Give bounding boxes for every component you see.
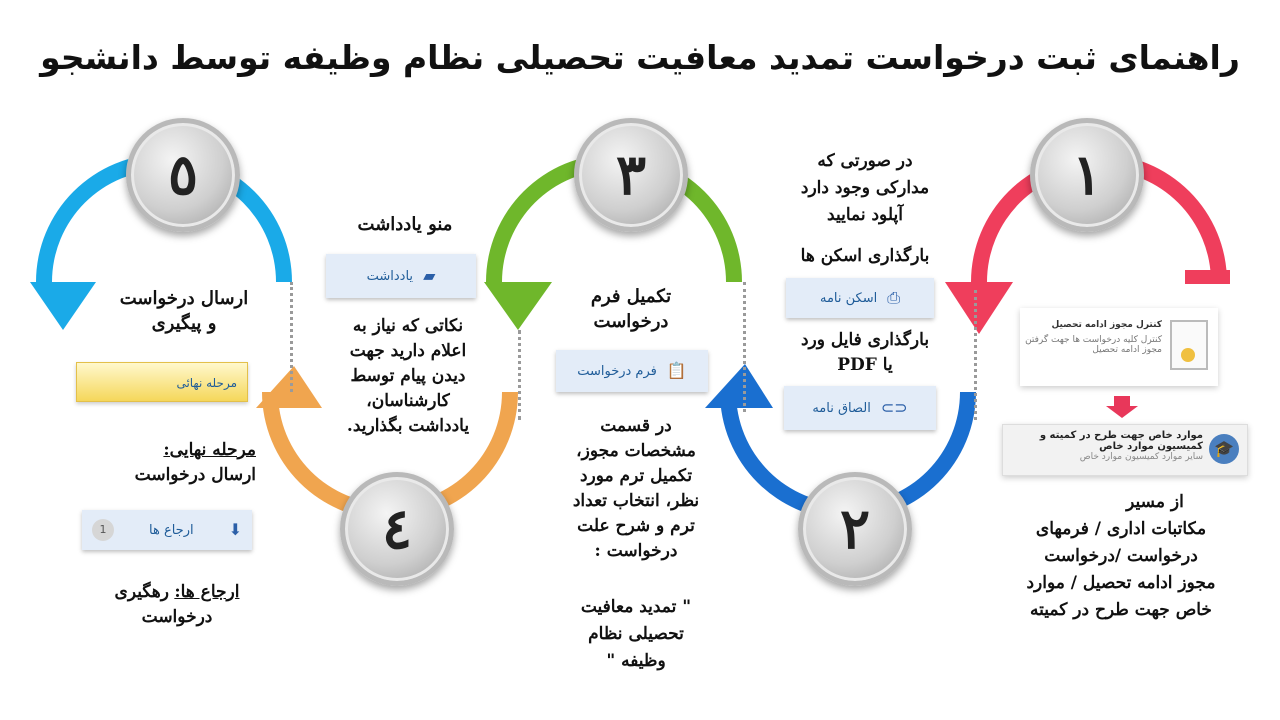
clipboard-icon: 📋 xyxy=(666,361,687,380)
certificate-icon xyxy=(1170,320,1208,370)
step-badge-2: ٢ xyxy=(798,472,912,586)
step2-intro: در صورتی که مدارکی وجود دارد آپلود نمایید xyxy=(800,151,930,225)
step2-scan-label: بارگذاری اسکن ها xyxy=(800,246,930,266)
step-badge-3: ٣ xyxy=(574,118,688,232)
arrow-step-1 xyxy=(945,282,1013,334)
divider-4 xyxy=(290,282,293,392)
returns-count-badge: 1 xyxy=(92,519,114,541)
final-stage-tag: مرحله نهائی xyxy=(76,362,248,402)
step3-quote: " تمدید معافیت تحصیلی نظام وظیفه " xyxy=(580,597,692,671)
step1-path-heading: از مسیر xyxy=(1126,492,1184,512)
note-button[interactable]: ▰ یادداشت xyxy=(326,254,476,298)
step-badge-1: ١ xyxy=(1030,118,1144,232)
step3-heading: تکمیل فرم درخواست xyxy=(590,286,672,332)
card-special-cases[interactable]: 🎓 موارد خاص جهت طرح در کمیته و کمیسیون موارد خاص سایر موارد کمیسیون موارد خاص xyxy=(1002,424,1248,476)
step5-returns: ارجاع ها: رهگیری درخواست xyxy=(114,582,240,627)
arrow-down-icon xyxy=(1104,396,1140,420)
step4-heading: منو یادداشت xyxy=(357,214,453,235)
step3-desc: در قسمت مشخصات مجوز، تکمیل ترم مورد نظر، انتخاب تعداد ترم و شرح علت درخواست : xyxy=(572,416,700,561)
graduation-cap-icon: 🎓 xyxy=(1209,434,1239,464)
arc-step-1-tail xyxy=(1185,270,1230,284)
paperclip-icon: ⊂⊃ xyxy=(880,398,908,417)
divider-3 xyxy=(518,330,521,420)
scanner-icon: ⎙ xyxy=(887,288,901,307)
divider-2 xyxy=(743,282,746,412)
step5-final: مرحله نهایی: ارسال درخواست xyxy=(134,440,256,485)
arrow-step-2 xyxy=(705,364,773,408)
step5-heading: ارسال درخواست و پیگیری xyxy=(119,288,249,334)
scan-button[interactable]: ⎙ اسکن نامه xyxy=(786,278,934,318)
attach-button[interactable]: ⊂⊃ الصاق نامه xyxy=(784,386,936,430)
arrow-step-5 xyxy=(30,282,96,330)
card-education-permit[interactable]: کنترل مجوز ادامه تحصیل کنترل کلیه درخواست ها جهت گرفتن مجوز ادامه تحصیل xyxy=(1020,308,1218,386)
arrow-step-4 xyxy=(256,366,322,408)
step-badge-5: ٥ xyxy=(126,118,240,232)
inbox-down-icon: ⬇ xyxy=(228,520,242,539)
step1-path-text: مکاتبات اداری / فرمهای درخواست /درخواست مجوز ادامه تحصیل / موارد خاص جهت طرح در کمیته xyxy=(1026,519,1216,620)
arrow-step-3 xyxy=(484,282,552,330)
page-title: راهنمای ثبت درخواست تمدید معافیت تحصیلی نظام وظیفه توسط دانشجو xyxy=(40,38,1240,77)
note-icon: ▰ xyxy=(423,266,436,285)
request-form-button[interactable]: 📋 فرم درخواست xyxy=(556,350,708,392)
step-badge-4: ٤ xyxy=(340,472,454,586)
divider-1 xyxy=(974,290,977,420)
returns-button[interactable]: ⬇ ارجاع ها 1 xyxy=(82,510,252,550)
step4-desc: نکاتی که نیاز به اعلام دارید جهت دیدن پیام توسط کارشناسان، یادداشت بگذارید. xyxy=(346,316,470,436)
step2-word-label: بارگذاری فایل ورد یا PDF xyxy=(800,330,930,375)
